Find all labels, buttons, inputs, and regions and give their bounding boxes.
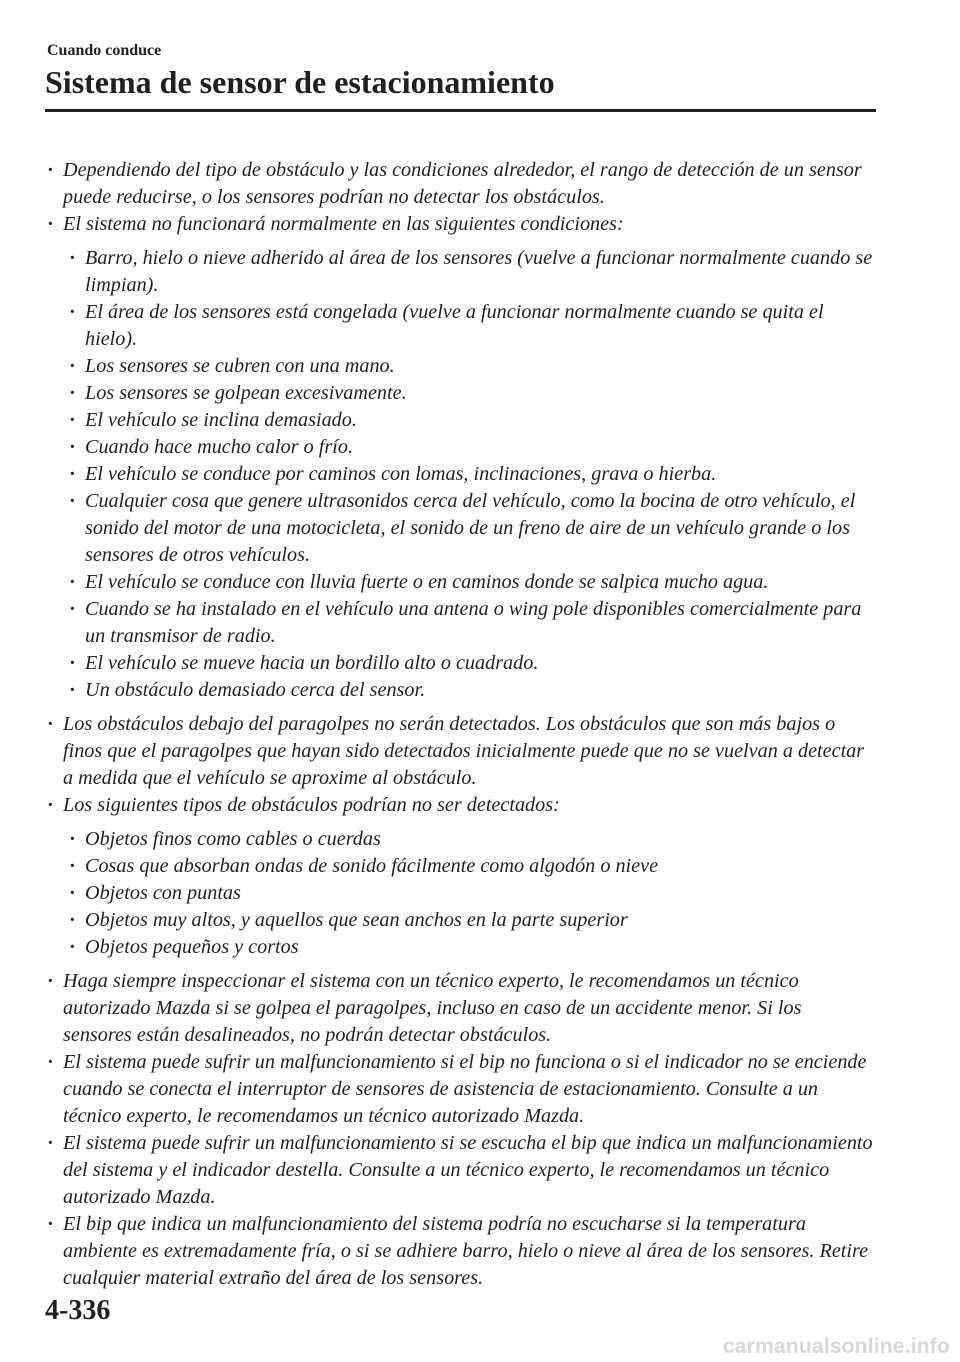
list-item: · El sistema no funcionará normalmente en las siguientes condiciones: bbox=[45, 211, 875, 238]
section-label: Cuando conduce bbox=[47, 42, 162, 59]
title-divider bbox=[45, 109, 876, 112]
list-item: · El bip que indica un malfuncionamiento del sistema podría no escucharse si la temperatura ambiente es extremadamente fría, o si se adhiere barro, hielo o nieve al área de los sensores. Retire cualquier material extraño del área de los sensores. bbox=[45, 1211, 875, 1292]
list-item: · Los obstáculos debajo del paragolpes no serán detectados. Los obstáculos que son más bajos o finos que el paragolpes que hayan sido detectados inicialmente puede que no se vuelvan a detectar a medida que el vehículo se aproxime al obstáculo. bbox=[45, 711, 875, 792]
sub-list-item: · Cuando se ha instalado en el vehículo una antena o wing pole disponibles comercialmente para un transmisor de radio. bbox=[67, 596, 875, 650]
content-body bbox=[45, 157, 875, 1292]
page-title: Sistema de sensor de estacionamiento bbox=[45, 64, 555, 100]
sub-list-item: · Barro, hielo o nieve adherido al área de los sensores (vuelve a funcionar normalmente cuando se limpian). bbox=[67, 245, 875, 299]
sub-list-item: · Objetos muy altos, y aquellos que sean anchos en la parte superior bbox=[67, 907, 875, 934]
sub-list-item: · El vehículo se inclina demasiado. bbox=[67, 407, 875, 434]
sub-list-item: · Los sensores se cubren con una mano. bbox=[67, 353, 875, 380]
sub-list-item: · Cuando hace mucho calor o frío. bbox=[67, 434, 875, 461]
sub-list-item: · Cosas que absorban ondas de sonido fácilmente como algodón o nieve bbox=[67, 853, 875, 880]
list-item: · Dependiendo del tipo de obstáculo y las condiciones alrededor, el rango de detección de un sensor puede reducirse, o los sensores podrían no detectar los obstáculos. bbox=[45, 157, 875, 211]
list-item: · El sistema puede sufrir un malfuncionamiento si se escucha el bip que indica un malfuncionamiento del sistema y el indicador destella. Consulte a un técnico experto, le recomendamos un técnico autorizado Mazda. bbox=[45, 1130, 875, 1211]
sub-list-item: · Cualquier cosa que genere ultrasonidos cerca del vehículo, como la bocina de otro vehículo, el sonido del motor de una motocicleta, el sonido de un freno de aire de un vehículo grande o los sensores de otros vehículos. bbox=[67, 488, 875, 569]
sub-list-item: · Un obstáculo demasiado cerca del sensor. bbox=[67, 677, 875, 704]
sub-list-item: · El vehículo se mueve hacia un bordillo alto o cuadrado. bbox=[67, 650, 875, 677]
page-number: 4-336 bbox=[45, 1295, 111, 1326]
sub-list-item: · El vehículo se conduce por caminos con lomas, inclinaciones, grava o hierba. bbox=[67, 461, 875, 488]
list-item: · El sistema puede sufrir un malfuncionamiento si el bip no funciona o si el indicador no se enciende cuando se conecta el interruptor de sensores de asistencia de estacionamiento. Consulte a un técnico experto, le recomendamos un técnico autorizado Mazda. bbox=[45, 1049, 875, 1130]
obstacle-types-sublist bbox=[45, 826, 875, 961]
list-item: · Los siguientes tipos de obstáculos podrían no ser detectados: bbox=[45, 792, 875, 819]
watermark: carmanualsonline.info bbox=[722, 1335, 950, 1358]
sub-list-item: · Objetos pequeños y cortos bbox=[67, 934, 875, 961]
sub-list-item: · Los sensores se golpean excesivamente. bbox=[67, 380, 875, 407]
sub-list-item: · Objetos finos como cables o cuerdas bbox=[67, 826, 875, 853]
conditions-sublist bbox=[45, 245, 875, 704]
sub-list-item: · Objetos con puntas bbox=[67, 880, 875, 907]
sub-list-item: · El vehículo se conduce con lluvia fuerte o en caminos donde se salpica mucho agua. bbox=[67, 569, 875, 596]
list-item: · Haga siempre inspeccionar el sistema con un técnico experto, le recomendamos un técnico autorizado Mazda si se golpea el paragolpes, incluso en caso de un accidente menor. Si los sensores están desalineados, no podrán detectar obstáculos. bbox=[45, 968, 875, 1049]
sub-list-item: · El área de los sensores está congelada (vuelve a funcionar normalmente cuando se quita el hielo). bbox=[67, 299, 875, 353]
